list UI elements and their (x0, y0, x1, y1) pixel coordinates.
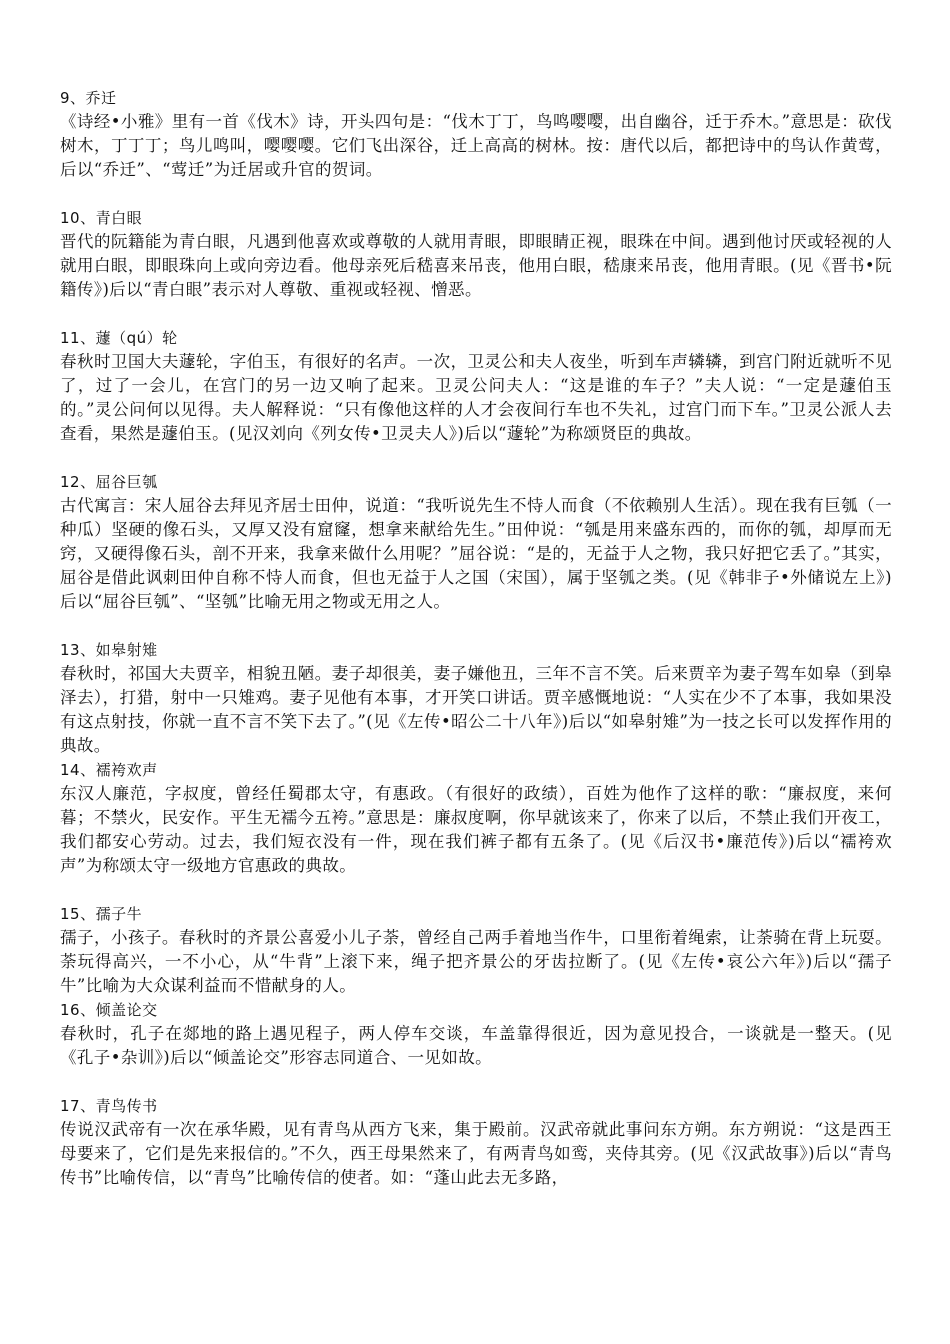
entry-body: 春秋时，祁国大夫贾辛，相貌丑陋。妻子却很美，妻子嫌他丑，三年不言不笑。后来贾辛为妻子驾车如皋（到皋泽去），打猎，射中一只雉鸡。妻子见他有本事，才开笑口讲话。贾辛感慨地说：“人实在少不了本事，我如果没有这点射技，你就一直不言不笑下去了。”(见《左传•昭公二十八年》)后以“如皋射雉”为一技之长可以发挥作用的典故。 (60, 664, 892, 755)
entry-body: 传说汉武帝有一次在承华殿，见有青鸟从西方飞来，集于殿前。汉武帝就此事问东方朔。东方朔说：“这是西王母要来了，它们是先来报信的。”不久，西王母果然来了，有两青鸟如鸾，夹侍其旁。(见《汉武故事》)后以“青鸟传书”比喻传信，以“青鸟”比喻传信的使者。如：“蓬山此去无多路， (60, 1120, 892, 1187)
document-page (60, 86, 892, 1190)
entry-title: 9、乔迁 (60, 89, 117, 107)
entry-qulun (60, 326, 892, 446)
entry-title: 16、倾盖论交 (60, 1001, 158, 1019)
entry-rukuhuansheng (60, 758, 892, 878)
entry-body: 《诗经•小雅》里有一首《伐木》诗，开头四句是：“伐木丁丁，鸟鸣嘤嘤，出自幽谷，迁于乔木。”意思是：砍伐树木，丁丁丁；鸟儿鸣叫，嘤嘤嘤。它们飞出深谷，迁上高高的树林。按：唐代以后，都把诗中的鸟认作黄莺，后以“乔迁”、“莺迁”为迁居或升官的贺词。 (60, 112, 892, 179)
entry-qinggailunjiao (60, 998, 892, 1070)
entry-title: 17、青鸟传书 (60, 1097, 158, 1115)
entry-body: 孺子，小孩子。春秋时的齐景公喜爱小儿子荼，曾经自己两手着地当作牛，口里衔着绳索，让荼骑在背上玩耍。荼玩得高兴，一不小心，从“牛背”上滚下来，绳子把齐景公的牙齿拉断了。(见《左传•哀公六年》)后以“孺子牛”比喻为大众谋利益而不惜献身的人。 (60, 928, 892, 995)
entry-body: 东汉人廉范，字叔度，曾经任蜀郡太守，有惠政。（有很好的政绩），百姓为他作了这样的歌：“廉叔度，来何暮；不禁火，民安作。平生无襦今五袴。”意思是：廉叔度啊，你早就该来了，你来了以后，不禁止我们开夜工，我们都安心劳动。过去，我们短衣没有一件，现在我们裤子都有五条了。(见《后汉书•廉范传》)后以“襦袴欢声”为称颂太守一级地方官惠政的典故。 (60, 784, 892, 875)
entry-qingbaiyan (60, 206, 892, 302)
entry-quguju (60, 470, 892, 614)
entry-body: 晋代的阮籍能为青白眼，凡遇到他喜欢或尊敬的人就用青眼，即眼睛正视，眼珠在中间。遇到他讨厌或轻视的人就用白眼，即眼珠向上或向旁边看。他母亲死后嵇喜来吊丧，他用白眼，嵇康来吊丧，他用青眼。(见《晋书•阮籍传》)后以“青白眼”表示对人尊敬、重视或轻视、憎恶。 (60, 232, 892, 299)
entry-qiaoqian (60, 86, 892, 182)
entry-title: 10、青白眼 (60, 209, 143, 227)
entry-qingniaochuanshu (60, 1094, 892, 1190)
entry-title: 15、孺子牛 (60, 905, 143, 923)
entry-body: 春秋时卫国大夫蘧轮，字伯玉，有很好的名声。一次，卫灵公和夫人夜坐，听到车声辚辚，到宫门附近就听不见了，过了一会儿，在宫门的另一边又响了起来。卫灵公问夫人：“这是谁的车子？”夫人说：“一定是蘧伯玉的。”灵公问何以见得。夫人解释说：“只有像他这样的人才会夜间行车也不失礼，过宫门而下车。”卫灵公派人去查看，果然是蘧伯玉。(见汉刘向《列女传•卫灵夫人》)后以“蘧轮”为称颂贤臣的典故。 (60, 352, 892, 443)
entry-title: 13、如皋射雉 (60, 641, 158, 659)
entry-rugaosheyi (60, 638, 892, 758)
entry-body: 春秋时，孔子在郯地的路上遇见程子，两人停车交谈，车盖靠得很近，因为意见投合，一谈就是一整天。(见《孔子•杂训》)后以“倾盖论交”形容志同道合、一见如故。 (60, 1024, 892, 1067)
entry-ruziniu (60, 902, 892, 998)
entry-title: 14、襦袴欢声 (60, 761, 158, 779)
entry-title: 11、蘧（qú）轮 (60, 329, 178, 347)
entry-title: 12、屈谷巨瓠 (60, 473, 158, 491)
entry-body: 古代寓言：宋人屈谷去拜见齐居士田仲，说道：“我听说先生不恃人而食（不依赖别人生活）。现在我有巨瓠（一种瓜）坚硬的像石头，又厚又没有窟窿，想拿来献给先生。”田仲说：“瓠是用来盛东西的，而你的瓠，却厚而无窍，又硬得像石头，剖不开来，我拿来做什么用呢？”屈谷说：“是的，无益于人之物，我只好把它丢了。”其实，屈谷是借此讽刺田仲自称不恃人而食，但也无益于人之国（宋国），属于坚瓠之类。(见《韩非子•外储说左上》)后以“屈谷巨瓠”、“坚瓠”比喻无用之物或无用之人。 (60, 496, 892, 611)
